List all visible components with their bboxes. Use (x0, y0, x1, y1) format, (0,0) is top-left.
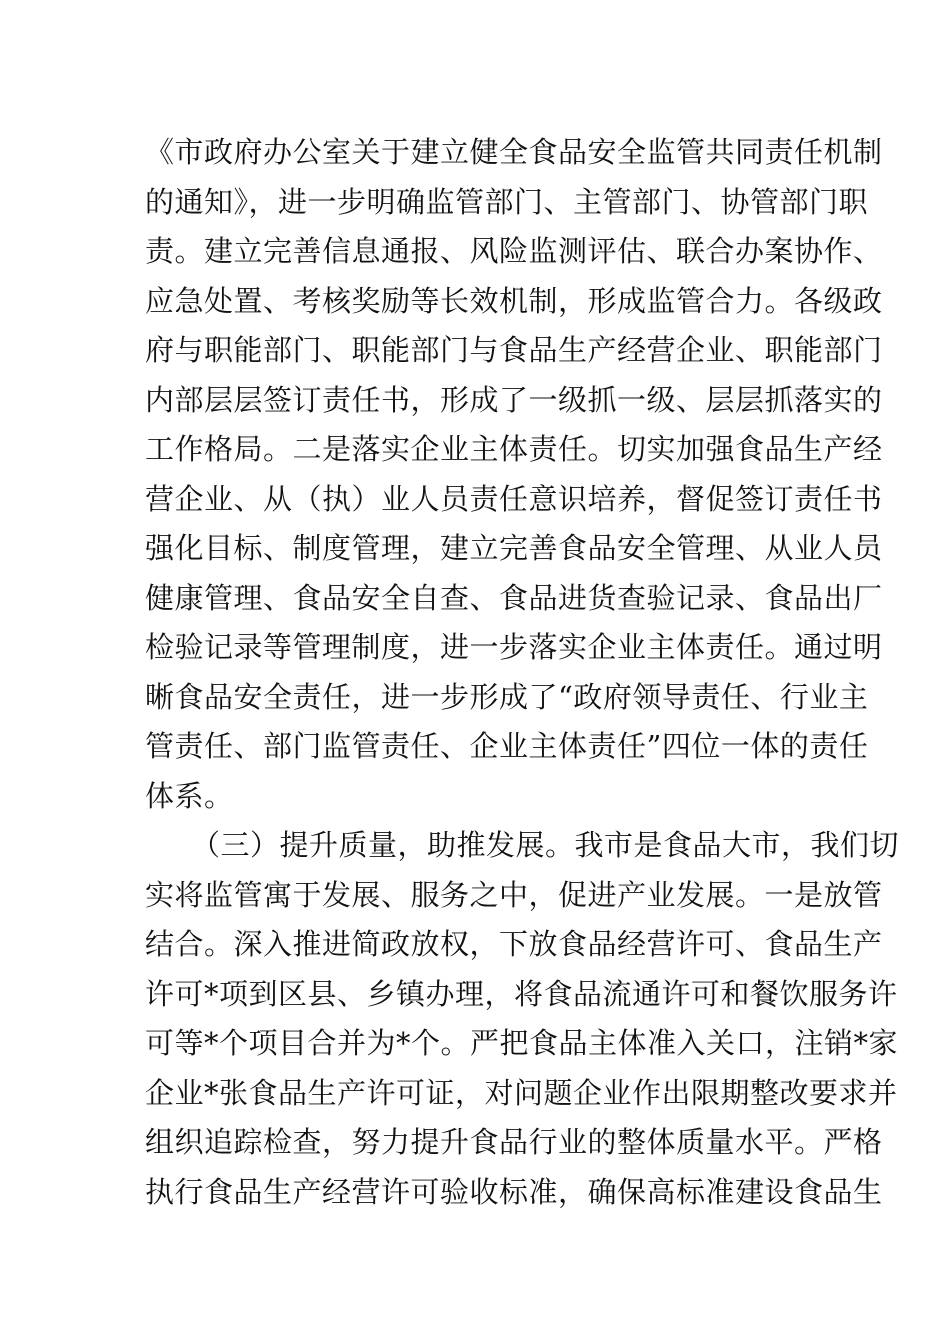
text-line: 应急处置、考核奖励等长效机制，形成监管合力。各级政 (145, 283, 883, 318)
text-line: 强化目标、制度管理，建立完善食品安全管理、从业人员 (145, 531, 883, 565)
text-line: 许可*项到区县、乡镇办理，将食品流通许可和餐饮服务许 (145, 976, 898, 1011)
text-line: 晰食品安全责任，进一步形成了“政府领导责任、行业主 (145, 679, 869, 714)
text-line: 组织追踪检查，努力提升食品行业的整体质量水平。严格 (145, 1125, 883, 1159)
text-line: 企业*张食品生产许可证，对问题企业作出限期整改要求并 (145, 1075, 898, 1110)
text-line: 执行食品生产经营许可验收标准，确保高标准建设食品生 (145, 1174, 883, 1209)
text-line: 体系。 (145, 778, 234, 813)
text-line: 的通知》，进一步明确监管部门、主管部门、协管部门职 (145, 184, 869, 219)
paragraph-quality-development (145, 821, 900, 1217)
text-line: 实将监管寓于发展、服务之中，促进产业发展。一是放管 (145, 877, 883, 912)
paragraph-responsibility (145, 128, 883, 821)
text-line: 可等*个项目合并为*个。严把食品主体准入关口，注销*家 (145, 1026, 899, 1060)
text-line: 内部层层签订责任书，形成了一级抓一级、层层抓落实的 (145, 382, 883, 417)
text-line: 结合。深入推进简政放权，下放食品经营许可、食品生产 (145, 927, 883, 961)
paragraph-heading-line: （三）提升质量，助推发展。我市是食品大市，我们切 (191, 828, 900, 862)
text-line: 工作格局。二是落实企业主体责任。切实加强食品生产经 (145, 432, 883, 466)
text-line: 检验记录等管理制度，进一步落实企业主体责任。通过明 (145, 630, 883, 664)
text-line: 《市政府办公室关于建立健全食品安全监管共同责任机制 (145, 135, 883, 169)
document-body (145, 128, 900, 1217)
text-line: 府与职能部门、职能部门与食品生产经营企业、职能部门 (145, 333, 883, 367)
text-line: 责。建立完善信息通报、风险监测评估、联合办案协作、 (145, 234, 883, 268)
text-line: 营企业、从（执）业人员责任意识培养，督促签订责任书 (145, 481, 883, 516)
text-line: 健康管理、食品安全自查、食品进货查验记录、食品出厂 (145, 580, 883, 615)
text-line: 管责任、部门监管责任、企业主体责任”四位一体的责任 (145, 729, 869, 763)
